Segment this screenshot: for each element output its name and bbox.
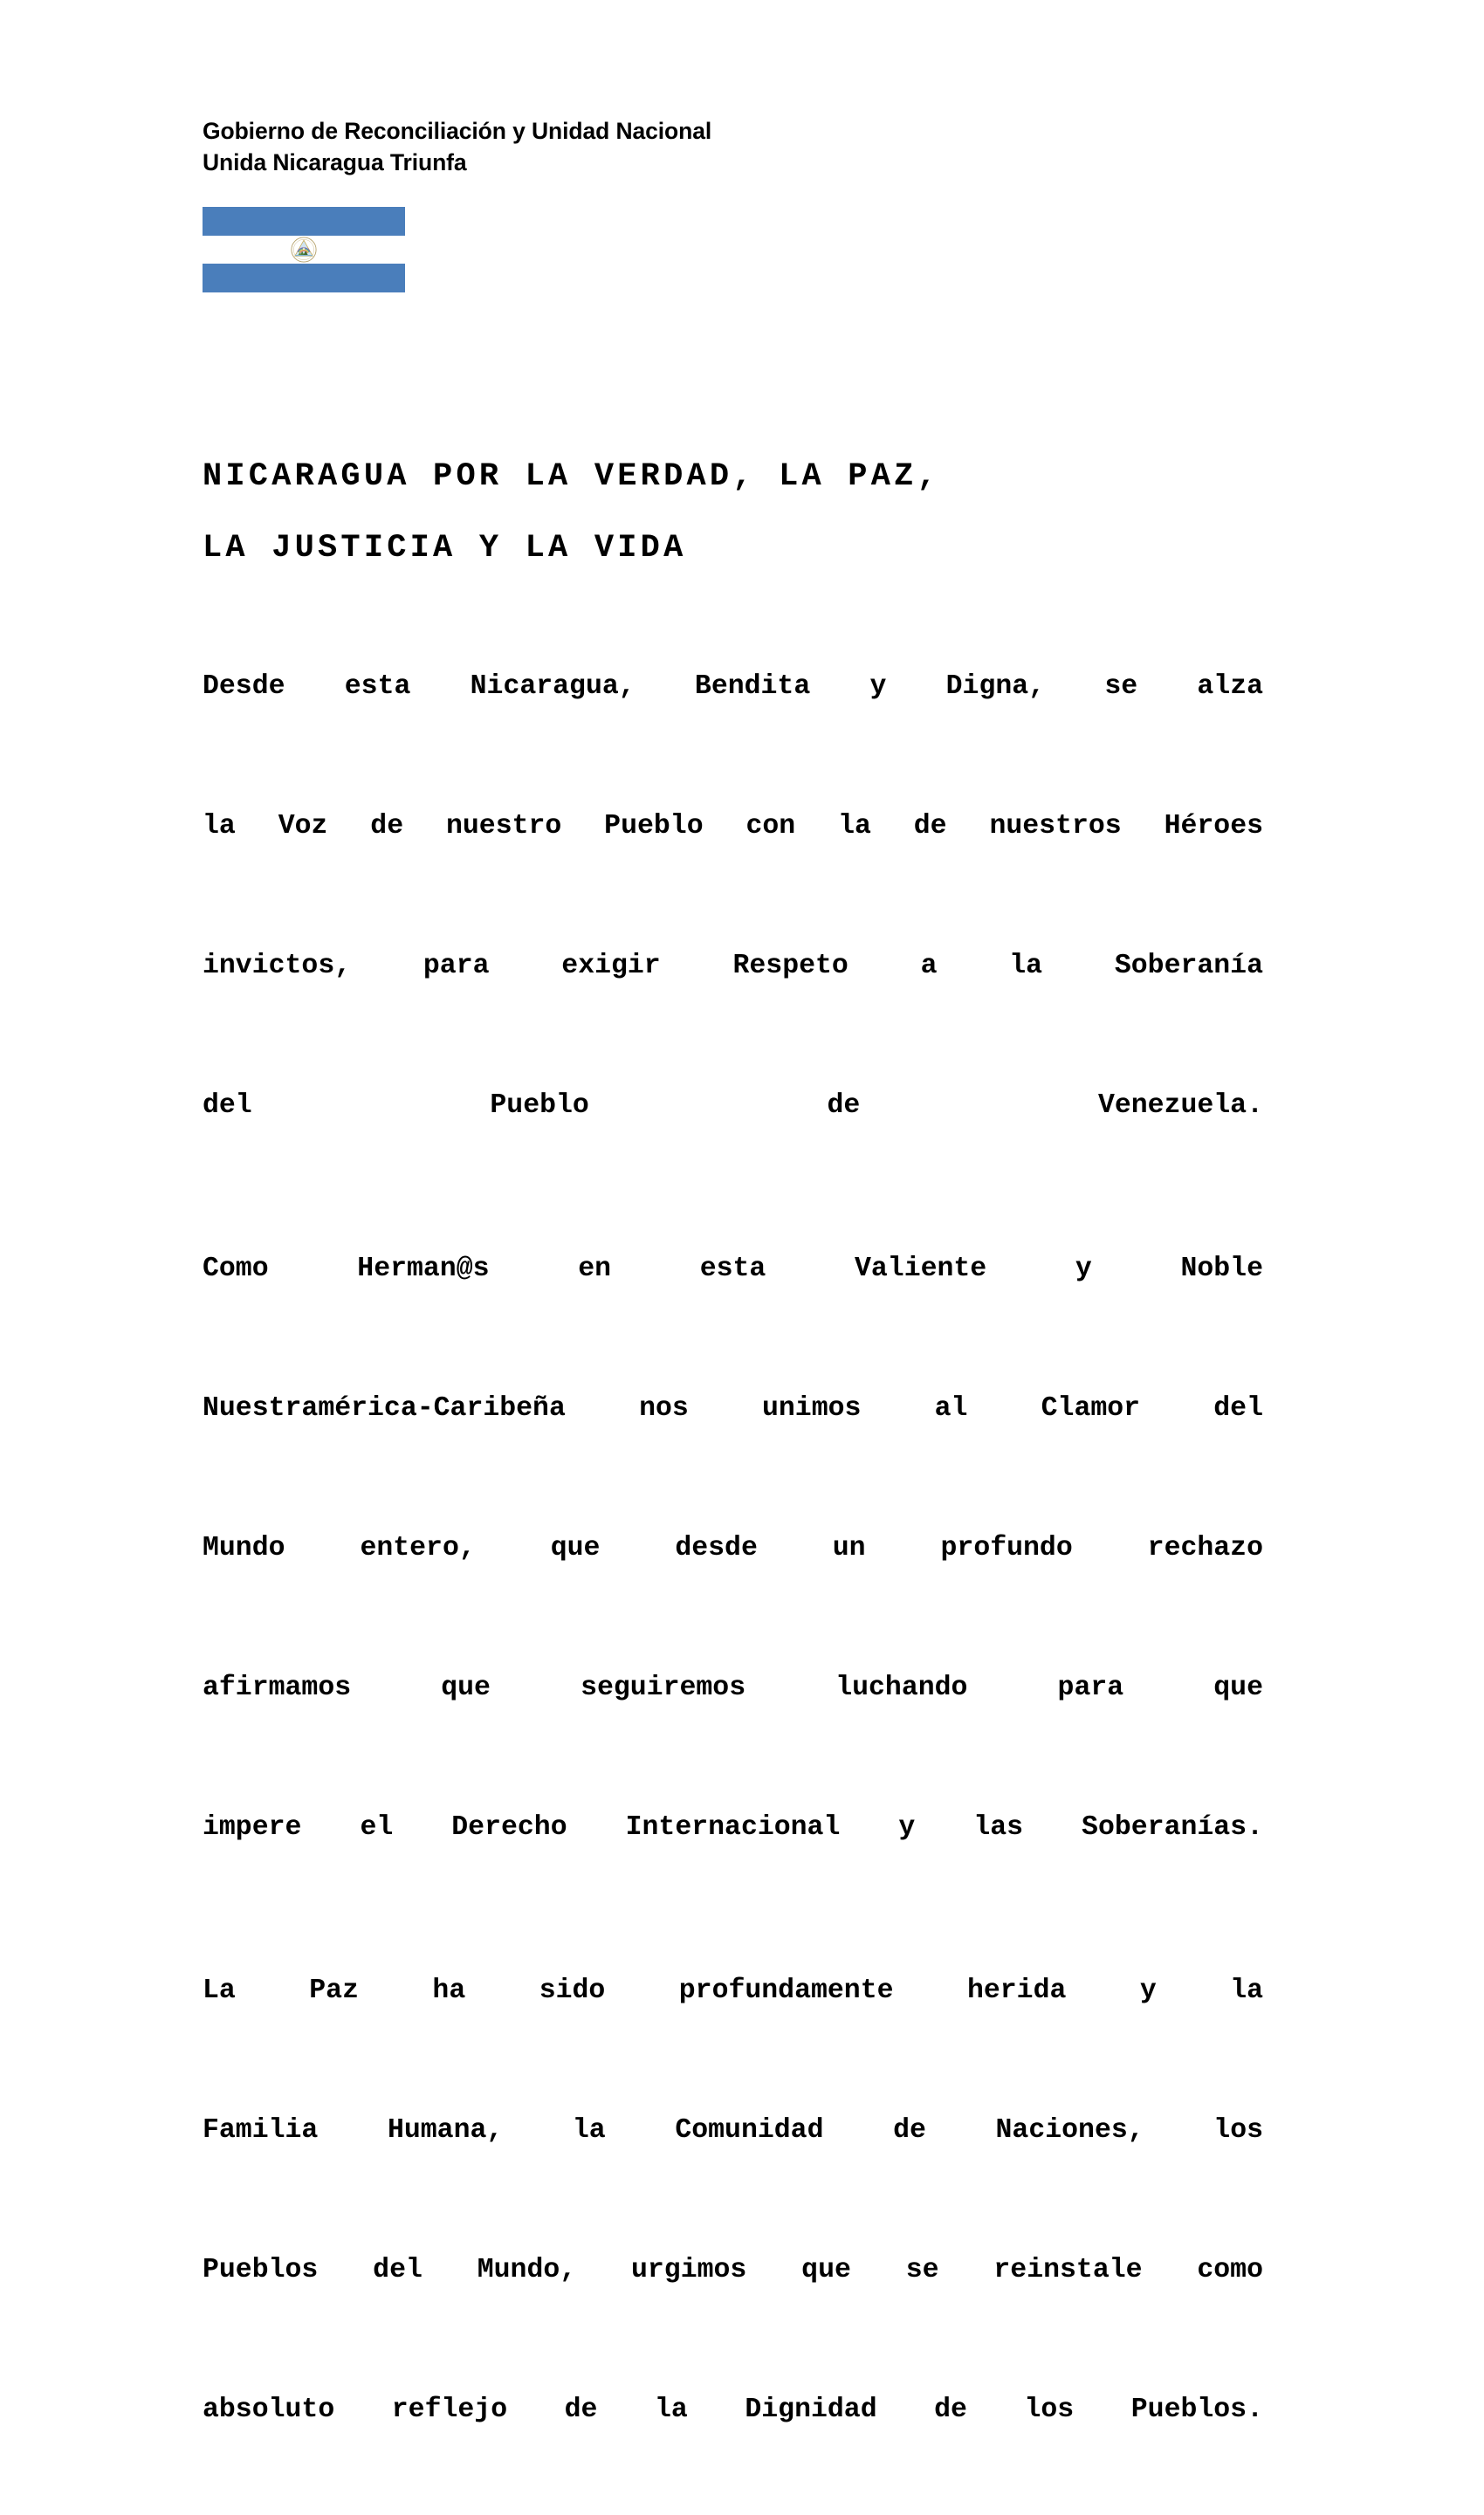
paragraph-2-line-4: afirmamos que seguiremos luchando para que (203, 1673, 1263, 1703)
document-body (203, 441, 1263, 2515)
paragraph-2-line-5: impere el Derecho Internacional y las Soberanías. (203, 1812, 1263, 1843)
paragraph-3-line-2: Familia Humana, la Comunidad de Naciones, los (203, 2115, 1263, 2146)
paragraph-1-line-3: invictos, para exigir Respeto a la Soberanía (203, 951, 1263, 981)
paragraph-3 (203, 1956, 1263, 2515)
paragraph-1 (203, 652, 1263, 1211)
title-spacer (203, 584, 1263, 652)
paragraph-1-line-2: la Voz de nuestro Pueblo con la de nuestros Héroes (203, 811, 1263, 842)
nicaragua-coat-of-arms-icon (291, 237, 317, 263)
flag-band-middle-white (203, 236, 405, 265)
paragraph-list (203, 652, 1263, 2515)
paragraph-2-line-2: Nuestramérica-Caribeña nos unimos al Clamor del (203, 1393, 1263, 1424)
paragraph-2-line-1: Como Herman@s en esta Valiente y Noble (203, 1254, 1263, 1284)
letterhead (203, 115, 1268, 178)
flag-band-top-blue (203, 207, 405, 236)
document-title-line-2: LA JUSTICIA Y LA VIDA (203, 530, 687, 567)
paragraph-3-line-4: absoluto reflejo de la Dignidad de los Pueblos. (203, 2395, 1263, 2425)
letterhead-line-2: Unida Nicaragua Triunfa (203, 149, 467, 175)
letterhead-line-1: Gobierno de Reconciliación y Unidad Nacional (203, 118, 712, 144)
nicaragua-flag-icon (203, 207, 405, 292)
paragraph-2 (203, 1234, 1263, 1933)
paragraph-2-line-3: Mundo entero, que desde un profundo rechazo (203, 1533, 1263, 1563)
paragraph-3-line-1: La Paz ha sido profundamente herida y la (203, 1976, 1263, 2006)
paragraph-1-line-4: del Pueblo de Venezuela. (203, 1090, 1263, 1121)
paragraph-1-line-1: Desde esta Nicaragua, Bendita y Digna, se alza (203, 671, 1263, 702)
document-title-line-1: NICARAGUA POR LA VERDAD, LA PAZ, (203, 458, 940, 495)
paragraph-3-line-3: Pueblos del Mundo, urgimos que se reinstale como (203, 2255, 1263, 2285)
flag-band-bottom-blue (203, 264, 405, 292)
